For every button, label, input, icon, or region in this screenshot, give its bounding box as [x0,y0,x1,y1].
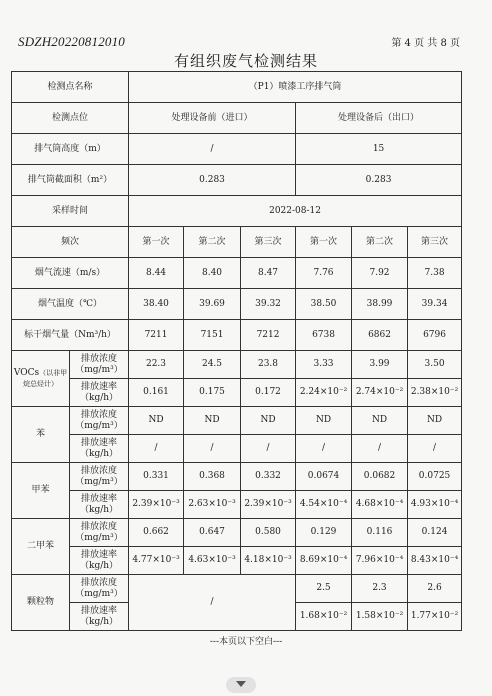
benzene-conc-cell: ND [352,407,408,435]
vocs-label-cell [12,351,70,407]
xylene-rate-cell: 4.77×10⁻³ [129,547,184,575]
xylene-rate-cell: 7.96×10⁻⁴ [352,547,408,575]
xylene-conc-cell: 0.116 [352,519,408,547]
toluene-label: 甲苯 [12,463,70,519]
rate-label: 排放速率 （kg/h） [70,379,129,407]
table-row [12,547,462,575]
conc-label: 排放浓度 （mg/m³） [70,407,129,435]
table-row [12,103,462,134]
blank-below-note: ---本页以下空白--- [209,637,283,647]
table-row [12,351,462,379]
table-row [12,72,462,103]
toluene-rate-cell: 2.39×10⁻³ [241,491,296,519]
freq-cell: 第二次 [352,227,408,258]
table-row [12,575,462,603]
vocs-label: VOCs [13,367,40,378]
table-row [12,196,462,227]
table-row [12,289,462,320]
std-flow-cell: 7212 [241,320,296,351]
sample-time-label: 采样时间 [12,196,129,227]
rate-label: 排放速率 （kg/h） [70,435,129,463]
benzene-conc-cell: ND [296,407,352,435]
rate-label: 排放速率 （kg/h） [70,603,129,631]
flow-cell: 8.47 [241,258,296,289]
temp-cell: 39.34 [408,289,462,320]
benzene-rate-cell: / [184,435,241,463]
conc-label: 排放浓度 （mg/m³） [70,463,129,491]
stack-area-inlet: 0.283 [129,165,296,196]
std-flow-cell: 6738 [296,320,352,351]
temp-cell: 39.69 [184,289,241,320]
table-row [12,435,462,463]
flow-cell: 7.38 [408,258,462,289]
benzene-conc-cell: ND [184,407,241,435]
benzene-rate-cell: / [296,435,352,463]
chevron-down-icon [236,681,246,687]
table-row [12,491,462,519]
toluene-rate-cell: 4.54×10⁻⁴ [296,491,352,519]
flow-cell: 7.76 [296,258,352,289]
vocs-conc-cell: 3.50 [408,351,462,379]
vocs-rate-cell: 2.74×10⁻² [352,379,408,407]
page-title: 有组织废气检测结果 [173,52,318,70]
pm-rate-cell: 1.68×10⁻² [296,603,352,631]
table-row [12,165,462,196]
pm-conc-cell: 2.3 [352,575,408,603]
temp-label: 烟气温度（℃） [12,289,129,320]
vocs-rate-cell: 0.175 [184,379,241,407]
pm-conc-cell: 2.5 [296,575,352,603]
toluene-rate-cell: 2.63×10⁻³ [184,491,241,519]
freq-label: 频次 [12,227,129,258]
table-row [12,320,462,351]
freq-cell: 第二次 [184,227,241,258]
xylene-conc-cell: 0.662 [129,519,184,547]
toluene-conc-cell: 0.0725 [408,463,462,491]
xylene-rate-cell: 8.43×10⁻⁴ [408,547,462,575]
outlet-header: 处理设备后（出口） [296,103,462,134]
stack-height-outlet: 15 [296,134,462,165]
point-name-value: （P1）喷漆工序排气筒 [129,72,462,103]
toluene-rate-cell: 4.93×10⁻⁴ [408,491,462,519]
page-indicator: 第 4 页 共 8 页 [391,38,460,49]
table-row [12,227,462,258]
toluene-conc-cell: 0.0674 [296,463,352,491]
stack-area-outlet: 0.283 [296,165,462,196]
pm-conc-cell: 2.6 [408,575,462,603]
freq-cell: 第一次 [129,227,184,258]
xylene-rate-cell: 4.63×10⁻³ [184,547,241,575]
xylene-conc-cell: 0.129 [296,519,352,547]
rate-label: 排放速率 （kg/h） [70,491,129,519]
table-row [12,519,462,547]
vocs-conc-cell: 23.8 [241,351,296,379]
vocs-conc-cell: 24.5 [184,351,241,379]
results-table [11,71,462,631]
sample-time-value: 2022-08-12 [129,196,462,227]
std-flow-cell: 7211 [129,320,184,351]
pm-inlet-cell: / [129,575,296,631]
benzene-rate-cell: / [241,435,296,463]
freq-cell: 第一次 [296,227,352,258]
benzene-rate-cell: / [352,435,408,463]
benzene-rate-cell: / [129,435,184,463]
std-flow-cell: 6796 [408,320,462,351]
toluene-conc-cell: 0.0682 [352,463,408,491]
std-flow-label: 标干烟气量（Nm³/h） [12,320,129,351]
xylene-label: 二甲苯 [12,519,70,575]
pm-rate-cell: 1.77×10⁻² [408,603,462,631]
std-flow-cell: 7151 [184,320,241,351]
toluene-rate-cell: 4.68×10⁻⁴ [352,491,408,519]
table-row [12,134,462,165]
xylene-rate-cell: 8.69×10⁻⁴ [296,547,352,575]
toluene-conc-cell: 0.332 [241,463,296,491]
table-row [12,407,462,435]
xylene-conc-cell: 0.580 [241,519,296,547]
vocs-conc-cell: 3.33 [296,351,352,379]
conc-label: 排放浓度 （mg/m³） [70,519,129,547]
conc-label: 排放浓度 （mg/m³） [70,575,129,603]
toluene-conc-cell: 0.368 [184,463,241,491]
flow-label: 烟气流速（m/s） [12,258,129,289]
xylene-conc-cell: 0.647 [184,519,241,547]
pm-label: 颗粒物 [12,575,70,631]
stack-height-inlet: / [129,134,296,165]
vocs-rate-cell: 0.161 [129,379,184,407]
temp-cell: 38.50 [296,289,352,320]
temp-cell: 38.40 [129,289,184,320]
toluene-conc-cell: 0.331 [129,463,184,491]
vocs-rate-cell: 0.172 [241,379,296,407]
benzene-label: 苯 [12,407,70,463]
stack-height-label: 排气筒高度（m） [12,134,129,165]
benzene-conc-cell: ND [408,407,462,435]
flow-cell: 7.92 [352,258,408,289]
benzene-rate-cell: / [408,435,462,463]
table-row [12,258,462,289]
position-label: 检测点位 [12,103,129,134]
freq-cell: 第三次 [408,227,462,258]
std-flow-cell: 6862 [352,320,408,351]
flow-cell: 8.40 [184,258,241,289]
vocs-rate-cell: 2.24×10⁻² [296,379,352,407]
temp-cell: 39.32 [241,289,296,320]
conc-label: 排放浓度 （mg/m³） [70,351,129,379]
vocs-conc-cell: 3.99 [352,351,408,379]
vocs-rate-cell: 2.38×10⁻² [408,379,462,407]
document-number: SDZH20220812010 [18,34,126,49]
scroll-down-handle[interactable] [226,677,256,693]
vocs-conc-cell: 22.3 [129,351,184,379]
pm-rate-cell: 1.58×10⁻² [352,603,408,631]
stack-area-label: 排气筒截面积（m²） [12,165,129,196]
benzene-conc-cell: ND [241,407,296,435]
benzene-conc-cell: ND [129,407,184,435]
rate-label: 排放速率 （kg/h） [70,547,129,575]
point-name-label: 检测点名称 [12,72,129,103]
temp-cell: 38.99 [352,289,408,320]
xylene-rate-cell: 4.18×10⁻³ [241,547,296,575]
vocs-note: （以非甲烷总烃计） [23,368,68,388]
flow-cell: 8.44 [129,258,184,289]
toluene-rate-cell: 2.39×10⁻³ [129,491,184,519]
table-row [12,463,462,491]
inlet-header: 处理设备前（进口） [129,103,296,134]
table-row [12,379,462,407]
xylene-conc-cell: 0.124 [408,519,462,547]
freq-cell: 第三次 [241,227,296,258]
